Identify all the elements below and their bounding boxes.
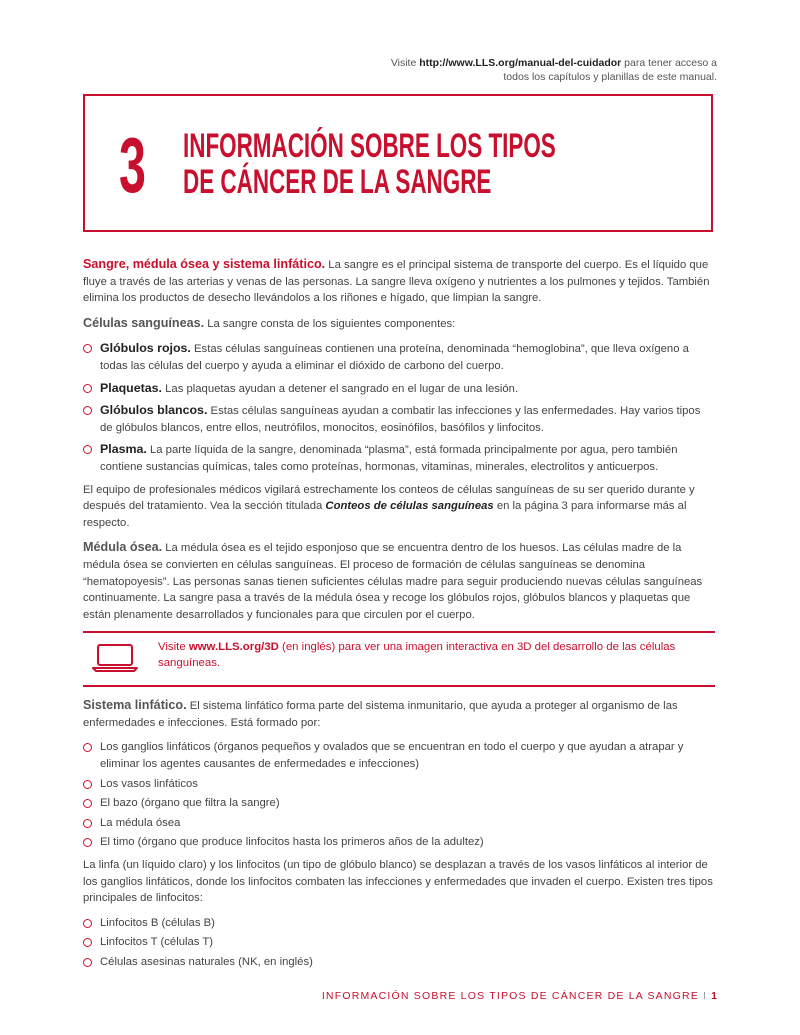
list-item	[83, 834, 715, 851]
chapter-title-line-1: INFORMACIÓN SOBRE LOS TIPOS	[183, 127, 556, 165]
circle-bullet-icon	[83, 445, 92, 454]
list-item-text: La parte líquida de la sangre, denominada “plasma”, está formada principalmente por agua, pero también contiene sustancias químicas, tales como proteínas, hormonas, vitaminas, minerales, electrolitos y anticuerpos.	[100, 444, 678, 473]
blood-paragraph	[83, 256, 715, 307]
lymph-after-paragraph: La linfa (un líquido claro) y los linfocitos (un tipo de glóbulo blanco) se desplazan a través de los vasos linfáticos al interior de los ganglios linfáticos, donde los linfocitos combaten las infecciones y enfermedades que invaden el cuerpo. Existen tres tipos principales de linfocitos:	[83, 859, 713, 905]
lymph-text: El sistema linfático forma parte del sistema inmunitario, que ayuda a proteger al organismo de las enfermedades e infecciones. Está formado por:	[83, 700, 678, 729]
callout-suffix: (en inglés) para ver una imagen interactiva en 3D del desarrollo de las células sanguíneas.	[158, 641, 676, 670]
footer-label: INFORMACIÓN SOBRE LOS TIPOS DE CÁNCER DE LA SANGRE	[321, 990, 700, 1002]
chapter-title-line-2: DE CÁNCER DE LA SANGRE	[183, 163, 492, 201]
list-item-heading: Glóbulos blancos.	[100, 403, 208, 418]
list-item	[83, 380, 715, 398]
list-item-text: Linfocitos T (células T)	[100, 936, 214, 949]
lls-3d-link[interactable]: www.LLS.org/3D	[188, 641, 279, 654]
circle-bullet-icon	[83, 406, 92, 415]
laptop-icon	[91, 643, 139, 673]
list-item-text: Células asesinas naturales (NK, en inglés)	[100, 956, 313, 968]
top-note-prefix: Visite	[390, 57, 420, 69]
list-item-heading: Plaquetas.	[100, 380, 162, 395]
cells-text: La sangre consta de los siguientes componentes:	[204, 317, 456, 330]
list-item-text: Las plaquetas ayudan a detener el sangrado en el lugar de una lesión.	[161, 382, 519, 395]
circle-bullet-icon	[83, 819, 92, 828]
callout-text	[158, 639, 698, 671]
circle-bullet-icon	[83, 919, 92, 928]
blood-heading: Sangre, médula ósea y sistema linfático.	[83, 257, 326, 271]
list-item-heading: Plasma.	[100, 442, 147, 457]
circle-bullet-icon	[83, 938, 92, 947]
manual-link[interactable]: http://www.LLS.org/manual-del-cuidador	[419, 57, 622, 69]
circle-bullet-icon	[83, 958, 92, 967]
circle-bullet-icon	[83, 743, 92, 752]
lymph-paragraph	[83, 697, 715, 731]
list-item	[83, 934, 715, 951]
list-item	[83, 776, 715, 793]
list-item-text: Los ganglios linfáticos (órganos pequeños y ovalados que se encuentran en todo el cuerpo y que ayudan a atrapar y eliminar los agentes causantes de enfermedades e infecciones)	[100, 741, 684, 771]
circle-bullet-icon	[83, 780, 92, 789]
list-item-text: Estas células sanguíneas contienen una proteína, denominada “hemoglobina”, que lleva oxígeno a todas las células del cuerpo y ayuda a eliminar el dióxido de carbono del cuerpo.	[100, 343, 689, 372]
list-item	[83, 954, 715, 971]
page-content	[83, 256, 715, 977]
page-number: 1	[711, 990, 717, 1002]
blood-counts-reference: Conteos de células sanguíneas	[325, 500, 494, 513]
list-item-text: Los vasos linfáticos	[100, 777, 198, 790]
list-item	[83, 441, 715, 475]
list-item-text: El bazo (órgano que filtra la sangre)	[100, 797, 280, 810]
list-item-text: Linfocitos B (células B)	[100, 916, 215, 929]
list-item	[83, 795, 715, 812]
circle-bullet-icon	[83, 799, 92, 808]
blood-components-list	[83, 340, 715, 475]
list-item	[83, 915, 715, 932]
circle-bullet-icon	[83, 384, 92, 393]
list-item-text: La médula ósea	[100, 816, 181, 829]
top-note-suffix: para tener acceso a todos los capítulos y planillas de este manual.	[503, 57, 717, 83]
3d-callout	[83, 631, 715, 687]
chapter-title-box	[83, 94, 713, 232]
cells-after-paragraph	[83, 482, 715, 532]
lymph-heading: Sistema linfático.	[83, 698, 187, 713]
marrow-paragraph	[83, 539, 715, 623]
list-item	[83, 402, 715, 436]
marrow-text: La médula ósea es el tejido esponjoso que se encuentra dentro de los huesos. Las células madre de la médula ósea se convierten en células sanguíneas. El proceso de formación de células sanguíneas se denomina “hematopoyesis”. Las personas sanas tienen suficientes células madre para seguir produciendo nuevas células sanguíneas continuamente. La sangre pasa a través de la médula ósea y recoge los glóbulos rojos, glóbulos blancos y plaquetas que están plenamente desarrollados y funcionales para que circulen por el cuerpo.	[83, 542, 703, 621]
cells-after-suffix: en la página 3 para informarse más al respecto.	[83, 500, 687, 529]
list-item	[83, 739, 715, 772]
circle-bullet-icon	[83, 344, 92, 353]
chapter-number: 3	[119, 121, 146, 209]
chapter-title	[183, 127, 556, 201]
circle-bullet-icon	[83, 838, 92, 847]
cells-paragraph	[83, 315, 715, 333]
cells-after-prefix: El equipo de profesionales médicos vigilará estrechamente los conteos de células sanguíneas de su ser querido durante y después del tratamiento. Vea la sección titulada	[83, 483, 695, 513]
footer-separator: I	[703, 990, 708, 1002]
lymphocyte-types-list	[83, 915, 715, 971]
callout-prefix: Visite	[158, 641, 189, 654]
top-note	[377, 56, 717, 84]
marrow-heading: Médula ósea.	[83, 540, 163, 555]
list-item	[83, 340, 715, 374]
list-item	[83, 815, 715, 832]
blood-text: La sangre es el principal sistema de transporte del cuerpo. Es el líquido que fluye a través de las arterias y venas de las personas. La sangre lleva oxígeno y nutrientes a los pulmones y tejidos. También elimina los productos de desecho llevándolos a los riñones e hígado, que limpian la sangre.	[83, 259, 710, 305]
page-footer	[322, 990, 717, 1002]
lymph-components-list	[83, 739, 715, 851]
list-item-text: El timo (órgano que produce linfocitos hasta los primeros años de la adultez)	[100, 836, 484, 849]
list-item-text: Estas células sanguíneas ayudan a combatir las infecciones y las enfermedades. Hay varios tipos de glóbulos blancos, entre ellos, neutrófilos, monocitos, eosinófilos, basófilos y linfocitos.	[100, 405, 701, 434]
cells-heading: Células sanguíneas.	[83, 315, 205, 330]
list-item-heading: Glóbulos rojos.	[100, 341, 191, 356]
